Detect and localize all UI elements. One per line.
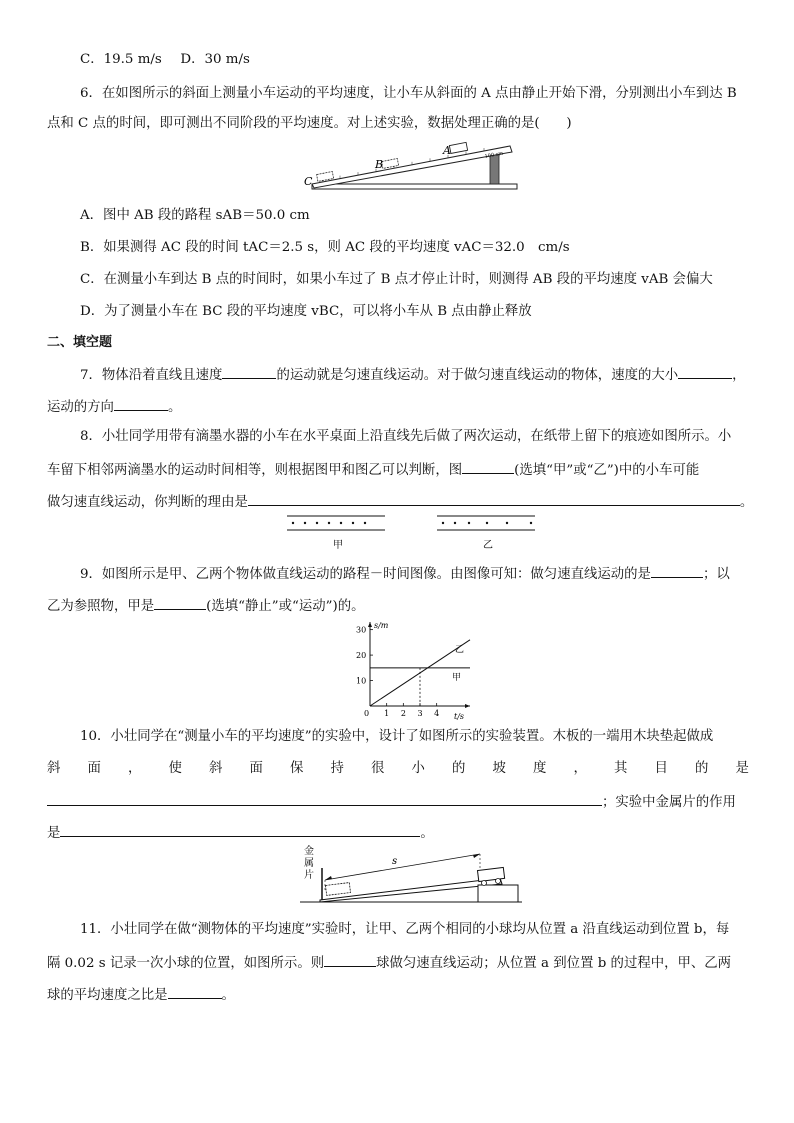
distance-s-label: s	[392, 856, 398, 867]
tape-yi-dots	[442, 522, 532, 524]
q7-blank-1[interactable]	[222, 364, 276, 379]
q9-line1: 9．如图所示是甲、乙两个物体做直线运动的路程－时间图像。由图像可知：做匀速直线运动的是 ；以	[80, 563, 730, 585]
q10-blank-1[interactable]	[47, 791, 602, 806]
x-axis-label: t/s	[454, 712, 465, 720]
q6-stem-line1: 6．在如图所示的斜面上测量小车运动的平均速度，让小车从斜面的 A 点由静止开始下滑，分别测出小车到达 B	[80, 86, 737, 101]
x-tick-label: 1	[384, 709, 390, 718]
x-tick-label: 4	[434, 709, 440, 718]
q10-line2-char: 斜	[47, 761, 61, 776]
section-fill-in-heading: 二、填空题	[47, 335, 113, 350]
q11-line1: 11．小壮同学在做“测物体的平均速度”实验时，让甲、乙两个相同的小球均从位置 a 沿直线运动到位置 b，每	[80, 922, 730, 937]
q10-line2-char: ，	[128, 761, 142, 776]
y-axis-label: s/m	[374, 621, 389, 630]
q10-line2-char: 持	[330, 761, 344, 776]
metal-sheet-label-1: 金	[304, 846, 314, 857]
metal-sheet-label-3: 片	[304, 870, 314, 881]
q10-blank-2[interactable]	[60, 822, 420, 837]
y-tick-label: 20	[356, 651, 367, 661]
metal-sheet-label-2: 属	[304, 858, 314, 869]
q10-line4: 是 。	[47, 822, 434, 844]
q10-line2-char: 是	[735, 761, 749, 776]
tape-yi-label: 乙	[483, 540, 493, 551]
incline-ruler-figure	[300, 140, 520, 192]
x-tick-label: 3	[417, 709, 423, 718]
q8-line1: 8．小壮同学用带有滴墨水器的小车在水平桌面上沿直线先后做了两次运动，在纸带上留下的痕迹如图所示。小	[80, 429, 732, 444]
q7-blank-2[interactable]	[678, 364, 732, 379]
q10-line2-char: 使	[168, 761, 182, 776]
q8-line2: 车留下相邻两滴墨水的运动时间相等，则根据图甲和图乙可以判断，图 (选填“甲”或“乙”)中的小车可能	[47, 459, 699, 481]
q9-line2: 乙为参照物，甲是 (选填“静止”或“运动”)的。	[47, 595, 364, 617]
ink-tape-figure	[285, 512, 545, 552]
q10-line3: ；实验中金属片的作用	[47, 791, 736, 813]
q10-line2-char: 坡	[492, 761, 506, 776]
tape-jia-dots	[292, 522, 366, 524]
label-a: A	[443, 144, 451, 157]
distance-time-chart	[348, 618, 478, 720]
q6-option-c[interactable]: C．在测量小车到达 B 点的时间时，如果小车过了 B 点才停止计时，则测得 AB 段的平均速度 vAB 会偏大	[80, 272, 713, 287]
q9-blank-2[interactable]	[154, 595, 206, 610]
q5-options	[80, 50, 250, 70]
label-c: C	[304, 175, 313, 188]
tape-jia-label: 甲	[333, 540, 343, 551]
x-tick-label: 2	[400, 709, 406, 718]
q11-line3: 球的平均速度之比是 。	[47, 984, 235, 1006]
q10-line2-char: 其	[614, 761, 628, 776]
y-tick-label: 10	[356, 676, 367, 686]
x-tick-label: 0	[364, 709, 370, 718]
cart-a	[449, 142, 467, 153]
q6-stem-line2: 点和 C 点的时间，即可测出不同阶段的平均速度。对上述实验，数据处理正确的是( )	[47, 116, 572, 131]
q11-line2: 隔 0.02 s 记录一次小球的位置，如图所示。则 球做匀速直线运动；从位置 a 到位置 b 的过程中，甲、乙两	[47, 952, 731, 974]
q10-line2-char: 目	[654, 761, 668, 776]
q10-line2-char: 面	[249, 761, 263, 776]
q7-line2: 运动的方向 。	[47, 396, 181, 418]
q8-blank-2[interactable]	[248, 491, 740, 506]
q6-option-b[interactable]: B．如果测得 AC 段的时间 tAC＝2.5 s，则 AC 段的平均速度 vAC＝32.0 cm/s	[80, 240, 570, 255]
q11-blank-1[interactable]	[324, 952, 376, 967]
cart-bottom-outline	[325, 883, 350, 896]
q10-line2-char: 面	[87, 761, 101, 776]
q10-line2-char: ，	[573, 761, 587, 776]
cart-b-outline	[382, 159, 399, 169]
q10-line2-char: 度	[533, 761, 547, 776]
q6-option-d[interactable]: D．为了测量小车在 BC 段的平均速度 vBC，可以将小车从 B 点由静止释放	[80, 304, 532, 319]
q8-blank-1[interactable]	[462, 459, 514, 474]
q10-line2-char: 保	[290, 761, 304, 776]
incline-apparatus-figure	[300, 842, 522, 904]
q10-line1: 10．小壮同学在“测量小车的平均速度”的实验中，设计了如图所示的实验装置。木板的一端用木块垫起做成	[80, 729, 714, 744]
q7-blank-3[interactable]	[114, 396, 168, 411]
q10-line2-char: 的	[695, 761, 709, 776]
q10-line2	[47, 759, 749, 779]
q8-line3: 做匀速直线运动，你判断的理由是 。	[47, 491, 753, 513]
label-b: B	[375, 158, 384, 171]
y-tick-label: 30	[356, 625, 367, 635]
q10-line2-char: 很	[371, 761, 385, 776]
q10-line2-char: 小	[411, 761, 425, 776]
q11-blank-2[interactable]	[168, 984, 222, 999]
q7-line1: 7．物体沿着直线且速度 的运动就是匀速直线运动。对于做匀速直线运动的物体，速度的大小 ，	[80, 364, 746, 386]
q5-option-d[interactable]: D．30 m/s	[180, 52, 250, 67]
q10-line2-char: 斜	[209, 761, 223, 776]
q9-blank-1[interactable]	[651, 563, 703, 578]
series-label-jia: 甲	[452, 673, 462, 683]
q10-line2-char: 的	[452, 761, 466, 776]
series-label-yi: 乙	[455, 645, 465, 655]
q5-option-c[interactable]: C．19.5 m/s	[80, 52, 162, 67]
support-block	[478, 885, 518, 902]
ruler-end-label: 100 cm	[484, 150, 504, 160]
q6-option-a[interactable]: A．图中 AB 段的路程 sAB＝50.0 cm	[80, 208, 310, 223]
